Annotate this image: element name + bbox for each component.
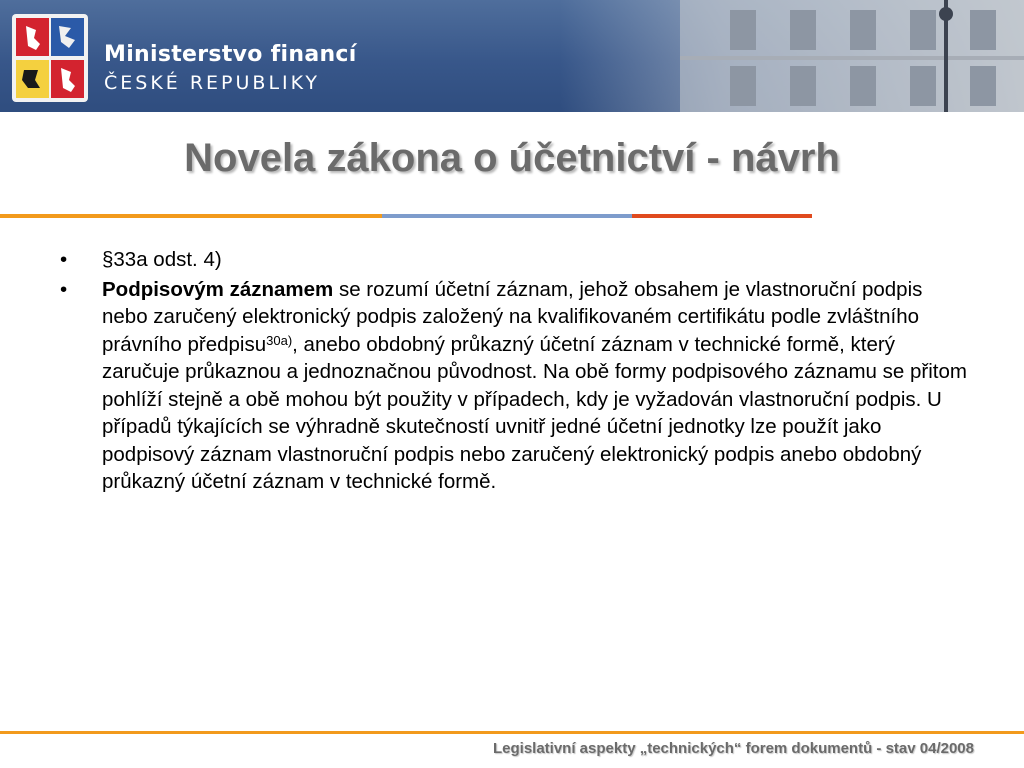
- bullet-paragraph: [102, 276, 968, 496]
- title-rule-orange: [0, 214, 382, 218]
- bullet-text-after-sup: , anebo obdobný průkazný účetní záznam v technické formě, který zaručuje průkaznou a jednoznačnou původnost. Na obě formy podpisového záznamu se přitom pohlíží stejně a obě mohou být použity v případech, kdy je vyžadován vlastnoruční podpis. U případů týkajících se výhradně skutečností uvnitř jedné účetní jednotky lze použít jako podpisový záznam vlastnoruční podpis nebo zaručený elektronický podpis anebo obdobný průkazný účetní záznam v technické formě.: [102, 332, 967, 493]
- footer-rule: [0, 731, 1024, 734]
- bullet-bold-term: Podpisovým záznamem: [102, 277, 334, 301]
- footnote-reference: 30a): [266, 332, 293, 348]
- ministry-name: Ministerstvo financí: [104, 42, 357, 67]
- czech-coat-of-arms-icon: [12, 14, 88, 102]
- footer-text: Legislativní aspekty „technických“ forem dokumentů - stav 04/2008: [492, 740, 974, 757]
- bullet-symbol: •: [60, 248, 68, 271]
- bullet-symbol: •: [60, 277, 68, 301]
- bullet-text-before-sup: se rozumí účetní záznam, jehož obsahem je vlastnoruční podpis nebo zaručený elektronický podpis založený na kvalifikovaném certifikátu podle zvláštního právního předpisu: [102, 277, 923, 356]
- title-rule-red: [632, 214, 812, 218]
- title-rule-blue: [382, 214, 632, 218]
- bullet-item: [58, 246, 968, 274]
- slide-title: Novela zákona o účetnictví - návrh: [184, 136, 840, 180]
- building-photo: [560, 0, 1024, 112]
- header-banner: [0, 0, 1024, 112]
- bullet-item: [58, 276, 968, 496]
- slide-content: [58, 246, 968, 498]
- bullet-text: §33a odst. 4): [102, 248, 222, 271]
- country-name: ČESKÉ REPUBLIKY: [104, 72, 321, 94]
